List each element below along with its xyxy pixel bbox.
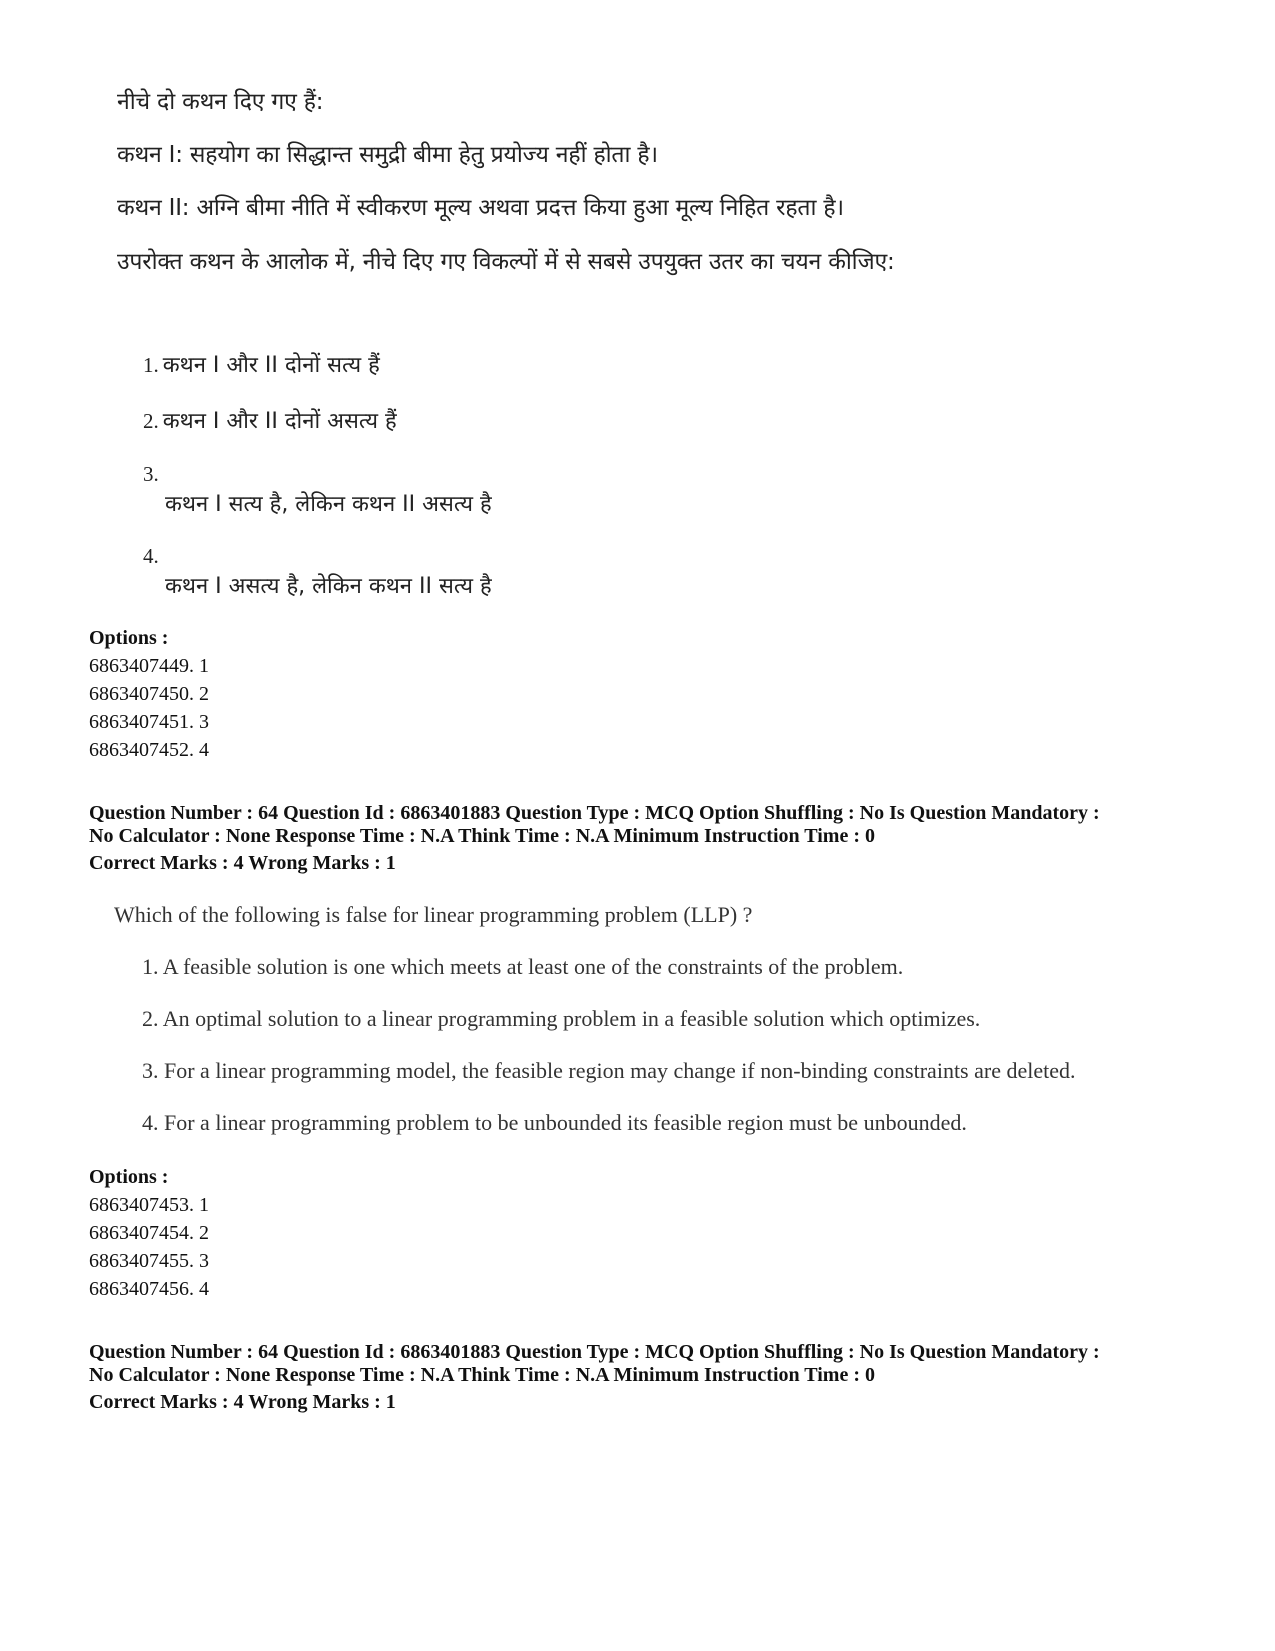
choice-number: 4. [143,544,159,568]
option-line: 6863407455. 3 [89,1250,209,1272]
choice-text: कथन I असत्य है, लेकिन कथन II सत्य है [165,574,492,599]
choice-text: कथन I और II दोनों असत्य हैं [162,409,397,434]
choice-text: कथन I और II दोनों सत्य हैं [162,353,380,378]
question-instruction: उपरोक्त कथन के आलोक में, नीचे दिए गए विकल्पों में से सबसे उपयुक्त उतर का चयन कीजिए: [117,249,895,275]
choice-number: 3. [143,462,159,486]
statement-2: कथन II: अग्नि बीमा नीति में स्वीकरण मूल्य अथवा प्रदत्त किया हुआ मूल्य निहित रहता है। [117,195,844,221]
choice-item: 4. For a linear programming problem to be unbounded its feasible region must be unbounded. [142,1110,967,1135]
options-heading: Options : [89,627,169,649]
marks-line: Correct Marks : 4 Wrong Marks : 1 [89,1391,396,1413]
choice-number: 2. [143,409,159,433]
option-line: 6863407453. 1 [89,1194,209,1216]
option-line: 6863407450. 2 [89,683,209,705]
choice-text: कथन I सत्य है, लेकिन कथन II असत्य है [165,492,492,517]
option-line: 6863407452. 4 [89,739,209,761]
choice-item [143,349,380,379]
option-line: 6863407451. 3 [89,711,209,733]
statement-1: कथन I: सहयोग का सिद्धान्त समुद्री बीमा हेतु प्रयोज्य नहीं होता है। [117,142,658,168]
choice-item [143,405,397,435]
marks-line: Correct Marks : 4 Wrong Marks : 1 [89,852,396,874]
choice-number: 1. [143,353,159,377]
choice-item: 1. A feasible solution is one which meets at least one of the constraints of the problem. [142,954,904,979]
question-text: Which of the following is false for linear programming problem (LLP) ? [114,902,753,927]
options-heading: Options : [89,1166,169,1188]
question-meta-line: No Calculator : None Response Time : N.A Think Time : N.A Minimum Instruction Time : 0 [89,825,875,847]
option-line: 6863407456. 4 [89,1278,209,1300]
option-line: 6863407449. 1 [89,655,209,677]
choice-item: 2. An optimal solution to a linear programming problem in a feasible solution which optimizes. [142,1006,981,1031]
choice-item: 3. For a linear programming model, the feasible region may change if non-binding constraints are deleted. [142,1058,1076,1083]
question-meta-line: Question Number : 64 Question Id : 6863401883 Question Type : MCQ Option Shuffling : No Is Question Mandatory : [89,802,1100,824]
option-line: 6863407454. 2 [89,1222,209,1244]
question-intro: नीचे दो कथन दिए गए हैं: [117,89,324,115]
question-meta-line: Question Number : 64 Question Id : 6863401883 Question Type : MCQ Option Shuffling : No Is Question Mandatory : [89,1341,1100,1363]
question-meta-line: No Calculator : None Response Time : N.A Think Time : N.A Minimum Instruction Time : 0 [89,1364,875,1386]
